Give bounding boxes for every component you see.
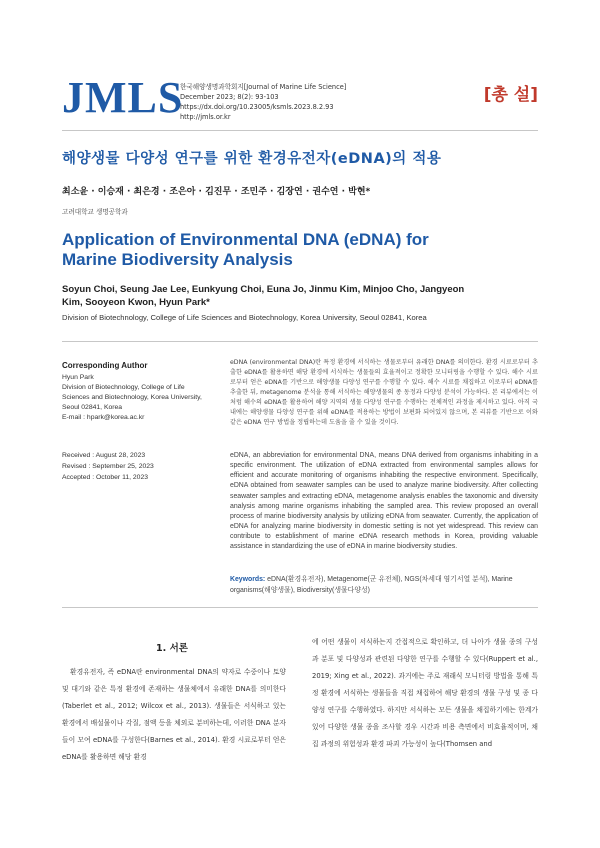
title-divider [62, 341, 538, 342]
abstract-divider [62, 607, 538, 608]
corresponding-email[interactable]: E-mail : hpark@korea.ac.kr [62, 414, 145, 421]
header-divider [62, 130, 538, 131]
corresponding-dept: Division of Biotechnology, College of Life Sciences and Biotechnology, Korea University, Seoul 02841, Korea [62, 384, 202, 411]
article-dates [62, 450, 154, 483]
body-text-right-column: 에 어떤 생물이 서식하는지 간접적으로 확인하고, 더 나아가 생물 종의 구성과 분포 및 다양성과 관련된 다양한 연구를 수행할 수 있다(Ruppert et al., 2019; Xing et al., 2022). 과거에는 주로 재래식 모니터링 방법을 통해 특정 환경에 서식하는 생물들을 직접 채집하여 해당 환경의 생물 구성 및 종 다양성 연구를 수행하였다. 하지만 서식하는 모든 생물을 채집하기에는 한계가 있어 다양한 생물 종을 조사할 경우 시간과 비용 측면에서 비효율적이며, 채집 과정의 위험성과 환경 파괴 가능성이 높다(Thomsen and [312, 638, 538, 748]
keywords [230, 575, 538, 596]
date-received: Received : August 28, 2023 [62, 452, 146, 459]
authors-korean: 최소윤 · 이승재 · 최은경 · 조은아 · 김진무 · 조민주 · 김장연 · 권수연 · 박현* [62, 187, 371, 197]
keywords-text: eDNA(환경유전자), Metagenome(군 유전체), NGS(차세대 염기서열 분석), Marine organisms(해양생물), Biodiversity(생물다양성) [230, 576, 513, 594]
abstract-korean: eDNA (environmental DNA)란 특정 환경에 서식하는 생물로부터 유래한 DNA를 의미한다. 환경 시료로부터 추출한 eDNA를 활용하면 해당 환경에 서식하는 생물들의 효율적이고 정확한 모니터링을 수행할 수 있다. 해수 시료로부터 얻은 eDNA를 기반으로 해양생물 다양성 연구를 수행할 수 있다. 해수 시료를 채집하고 이로부터 eDNA를 추출한 뒤, metagenome 분석을 통해 서식하는 해양생물의 종 동정과 다양성 분석이 가능하다. 본 리뷰에서는 이처럼 해수의 eDNA를 활용하여 해양 지역의 생물 다양성 연구를 수행하는 전체적인 과정을 제시하고 있다. 아직 국내에는 해양생물 다양성 연구를 위해 eDNA를 적용하는 방법이 보편화 되어있지 않으며, 본 리뷰를 기반으로 이와 같은 eDNA 연구 방법을 정립하는데 도움을 줄 수 있을 것이다. [230, 359, 538, 426]
journal-logo: JMLS [62, 73, 184, 122]
affiliation-korean: 고려대학교 생명공학과 [62, 208, 128, 216]
corresponding-heading: Corresponding Author [62, 361, 148, 370]
body-text-left-column: 환경유전자, 즉 eDNA란 environmental DNA의 약자로 수중이나 토양 및 대기와 같은 특정 환경에 존재하는 생물체에서 유래한 DNA를 의미한다(Taberlet et al., 2012; Wilcox et al., 2013). 생물들은 서식하고 있는 환경에서 배설물이나 각질, 점액 등을 체외로 분비하는데, 이러한 DNA 분자들이 모여 eDNA를 구성한다(Barnes et al., 2014). 환경 시료로부터 얻은 eDNA를 활용하면 해당 환경 [62, 668, 286, 761]
journal-doi[interactable]: https://dx.doi.org/10.23005/ksmls.2023.8.2.93 [180, 103, 334, 111]
journal-url[interactable]: http://jmls.or.kr [180, 113, 231, 121]
authors-english: Soyun Choi, Seung Jae Lee, Eunkyung Choi, Euna Jo, Jinmu Kim, Minjoo Cho, Jangyeon Kim, Sooyeon Kwon, Hyun Park* [62, 284, 465, 308]
date-accepted: Accepted : October 11, 2023 [62, 474, 149, 481]
corresponding-author-box [62, 361, 212, 423]
keywords-label: Keywords: [230, 576, 266, 583]
section-heading-introduction: 1. 서론 [156, 643, 188, 654]
abstract-english: eDNA, an abbreviation for environmental DNA, means DNA derived from organisms inhabiting in a specific environment. The utilization of eDNA extracted from environmental samples allows for efficient and accurate monitoring of organisms inhabiting the respective environment. Specifically, eDNA obtained from seawater samples can be used to analyze marine biodiversity. After collecting seawater samples and extracting eDNA, metagenome analysis enables the taxonomic and diversity analysis among marine organisms inhabiting the sampled area. This review proposed an overall process of marine biodiversity analysis by utilizing eDNA from seawater. Currently, the application of eDNA for analyzing marine biodiversity in domestic setting is not yet widespread. This review can contribute to establishment of marine eDNA research methods in Korea, providing valuable assistance in standardizing the use of eDNA in marine biodiversity studies. [230, 452, 538, 551]
affiliation-english: Division of Biotechnology, College of Life Sciences and Biotechnology, Korea University, Seoul 02841, Korea [62, 313, 427, 322]
journal-issue: December 2023; 8(2): 93-103 [180, 93, 279, 101]
journal-name: 한국해양생명과학회지[Journal of Marine Life Science] [180, 83, 347, 91]
journal-info [180, 82, 346, 122]
date-revised: Revised : September 25, 2023 [62, 463, 154, 470]
corresponding-name: Hyun Park [62, 374, 94, 381]
title-korean: 해양생물 다양성 연구를 위한 환경유전자(eDNA)의 적용 [62, 151, 442, 167]
title-english: Application of Environmental DNA (eDNA) for Marine Biodiversity Analysis [62, 230, 429, 269]
article-type-badge: [총 설] [483, 85, 538, 105]
